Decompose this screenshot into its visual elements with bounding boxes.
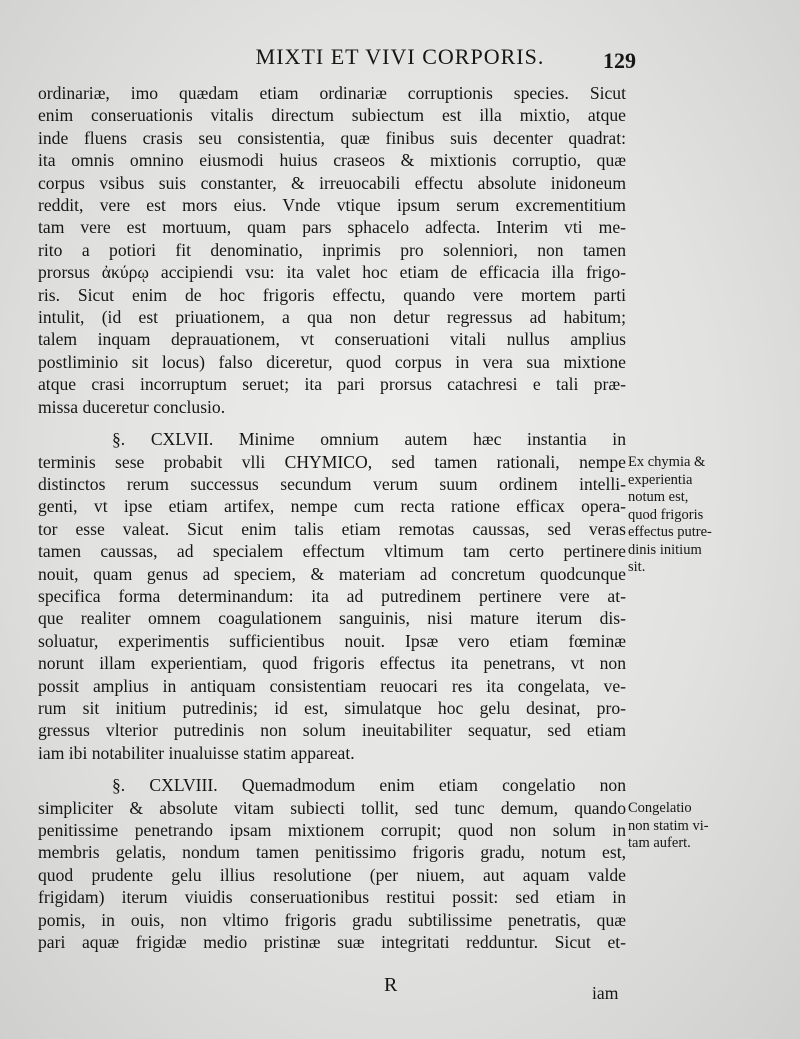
margin-note-line: tam aufert.	[628, 835, 691, 851]
text-line: intulit, (id est priuationem, a qua non detur regressus ad habitum;	[38, 307, 626, 328]
signature-mark: R	[384, 974, 398, 996]
text-line: possit amplius in antiquam consistentiam reuocari res ita congelata, ve-	[38, 675, 626, 696]
text-line: atque crasi incorruptum seruet; ita pari prorsus catachresi e tali præ-	[38, 374, 626, 395]
text-line: reddit, vere est mors eius. Vnde vtique ipsum serum excrementitium	[38, 195, 626, 216]
text-line: simpliciter & absolute vitam subiecti tollit, sed tunc demum, quando	[38, 797, 626, 818]
body-text	[38, 82, 626, 953]
text-line: ordinariæ, imo quædam etiam ordinariæ corruptionis species. Sicut	[38, 83, 626, 103]
paragraph-gap	[38, 418, 626, 428]
text-line: membris gelatis, nondum tamen penitissimo frigoris gradu, notum est,	[38, 842, 626, 863]
text-line: rum sit initium putredinis; id est, simulatque hoc gelu desinat, pro-	[38, 697, 626, 718]
catchword: iam	[592, 983, 619, 1003]
margin-note-line: non statim vi-	[628, 817, 709, 834]
margin-note-line: dinis initium	[628, 541, 702, 558]
page-number: 129	[603, 48, 636, 73]
section-heading-line: §. CXLVIII. Quemadmodum enim etiam congelatio non	[112, 775, 626, 796]
text-line: soluatur, experimentis sufficientibus nouit. Ipsæ vero etiam fœminæ	[38, 630, 626, 651]
text-line: pari aquæ frigidæ medio pristinæ suæ integritati redduntur. Sicut et-	[38, 932, 626, 953]
text-line: terminis sese probabit vlli CHYMICO, sed tamen rationali, nempe	[38, 451, 626, 472]
text-line: norunt illam experientiam, quod frigoris effectus ita penetrans, vt non	[38, 653, 626, 674]
text-line: distinctos rerum successus secundum verum suum ordinem intelli-	[38, 473, 626, 494]
running-head: MIXTI ET VIVI CORPORIS.	[255, 44, 545, 69]
text-line: genti, vt ipse etiam artifex, nempe cum recta ratione efficax opera-	[38, 496, 626, 517]
text-line: rito a potiori fit denominatio, inprimis pro solenniori, non tamen	[38, 239, 626, 260]
margin-note-line: effectus putre-	[628, 524, 712, 540]
section-heading-line: §. CXLVII. Minime omnium autem hæc instantia in	[112, 429, 626, 450]
text-line: pomis, in ouis, non vltimo frigoris gradu subtilissime penetratis, quæ	[38, 909, 626, 930]
text-line: inde fluens crasis seu consistentia, quæ finibus suis decenter quadrat:	[38, 127, 626, 148]
text-line: enim conseruationis vitalis directum subiectum est illa mixtio, atque	[38, 105, 626, 126]
margin-note-congelatio	[628, 800, 798, 853]
text-line: missa duceretur conclusio.	[38, 396, 226, 417]
text-line: ris. Sicut enim de hoc frigoris effectu, quando vere mortem parti	[38, 284, 626, 305]
paragraph-gap	[38, 764, 626, 774]
text-line: tor esse valeat. Sicut enim talis etiam remotas caussas, sed veras	[38, 518, 626, 539]
text-line: postliminio sit locus) falso diceretur, quod corpus in vera sua mixtione	[38, 351, 626, 372]
text-line: tam vere est mortuum, quam pars sphacelo adfecta. Interim vti me-	[38, 217, 626, 238]
text-line: talem inquam deprauationem, vt conseruationi vitali nullus amplius	[38, 329, 626, 350]
margin-note-line: notum est,	[628, 489, 689, 505]
margin-note-line: experientia	[628, 471, 693, 488]
text-line: ita omnis omnino eiusmodi huius craseos & mixtionis corruptio, quæ	[38, 150, 626, 171]
text-line: nouit, quam genus ad speciem, & materiam ad concretum quodcunque	[38, 563, 626, 584]
text-line: corpus vsibus suis constanter, & irreuocabili effectu absolute inidoneum	[38, 172, 626, 193]
text-line: penitissime penetrando ipsam mixtionem corrupit; quod non solum in	[38, 820, 626, 840]
margin-note-line: Congelatio	[628, 800, 692, 816]
text-line: specifica forma determinandum: ita ad putredinem pertinere vere at-	[38, 585, 626, 606]
text-line: tamen caussas, ad specialem effectum vltimum tam certo pertinere	[38, 541, 626, 562]
text-line: iam ibi notabiliter inualuisse statim appareat.	[38, 742, 355, 763]
text-line: que realiter omnem coagulationem sanguinis, nisi mature iterum dis-	[38, 608, 626, 629]
text-line: prorsus ἀκύρῳ accipiendi vsu: ita valet hoc etiam de efficacia illa frigo-	[38, 262, 626, 283]
text-line: frigidam) iterum viuidis conseruationibus restitui possit: sed etiam in	[38, 887, 626, 908]
margin-note-line: Ex chymia &	[628, 454, 706, 470]
margin-note-line: sit.	[628, 559, 646, 575]
text-line: gressus vlterior putredinis non solum ineuitabiliter sequatur, sed etiam	[38, 720, 626, 741]
margin-note-chymia	[628, 454, 798, 577]
text-line: quod prudente gelu illius resolutione (per niuem, aut aquam valde	[38, 864, 626, 885]
margin-note-line: quod frigoris	[628, 506, 704, 523]
